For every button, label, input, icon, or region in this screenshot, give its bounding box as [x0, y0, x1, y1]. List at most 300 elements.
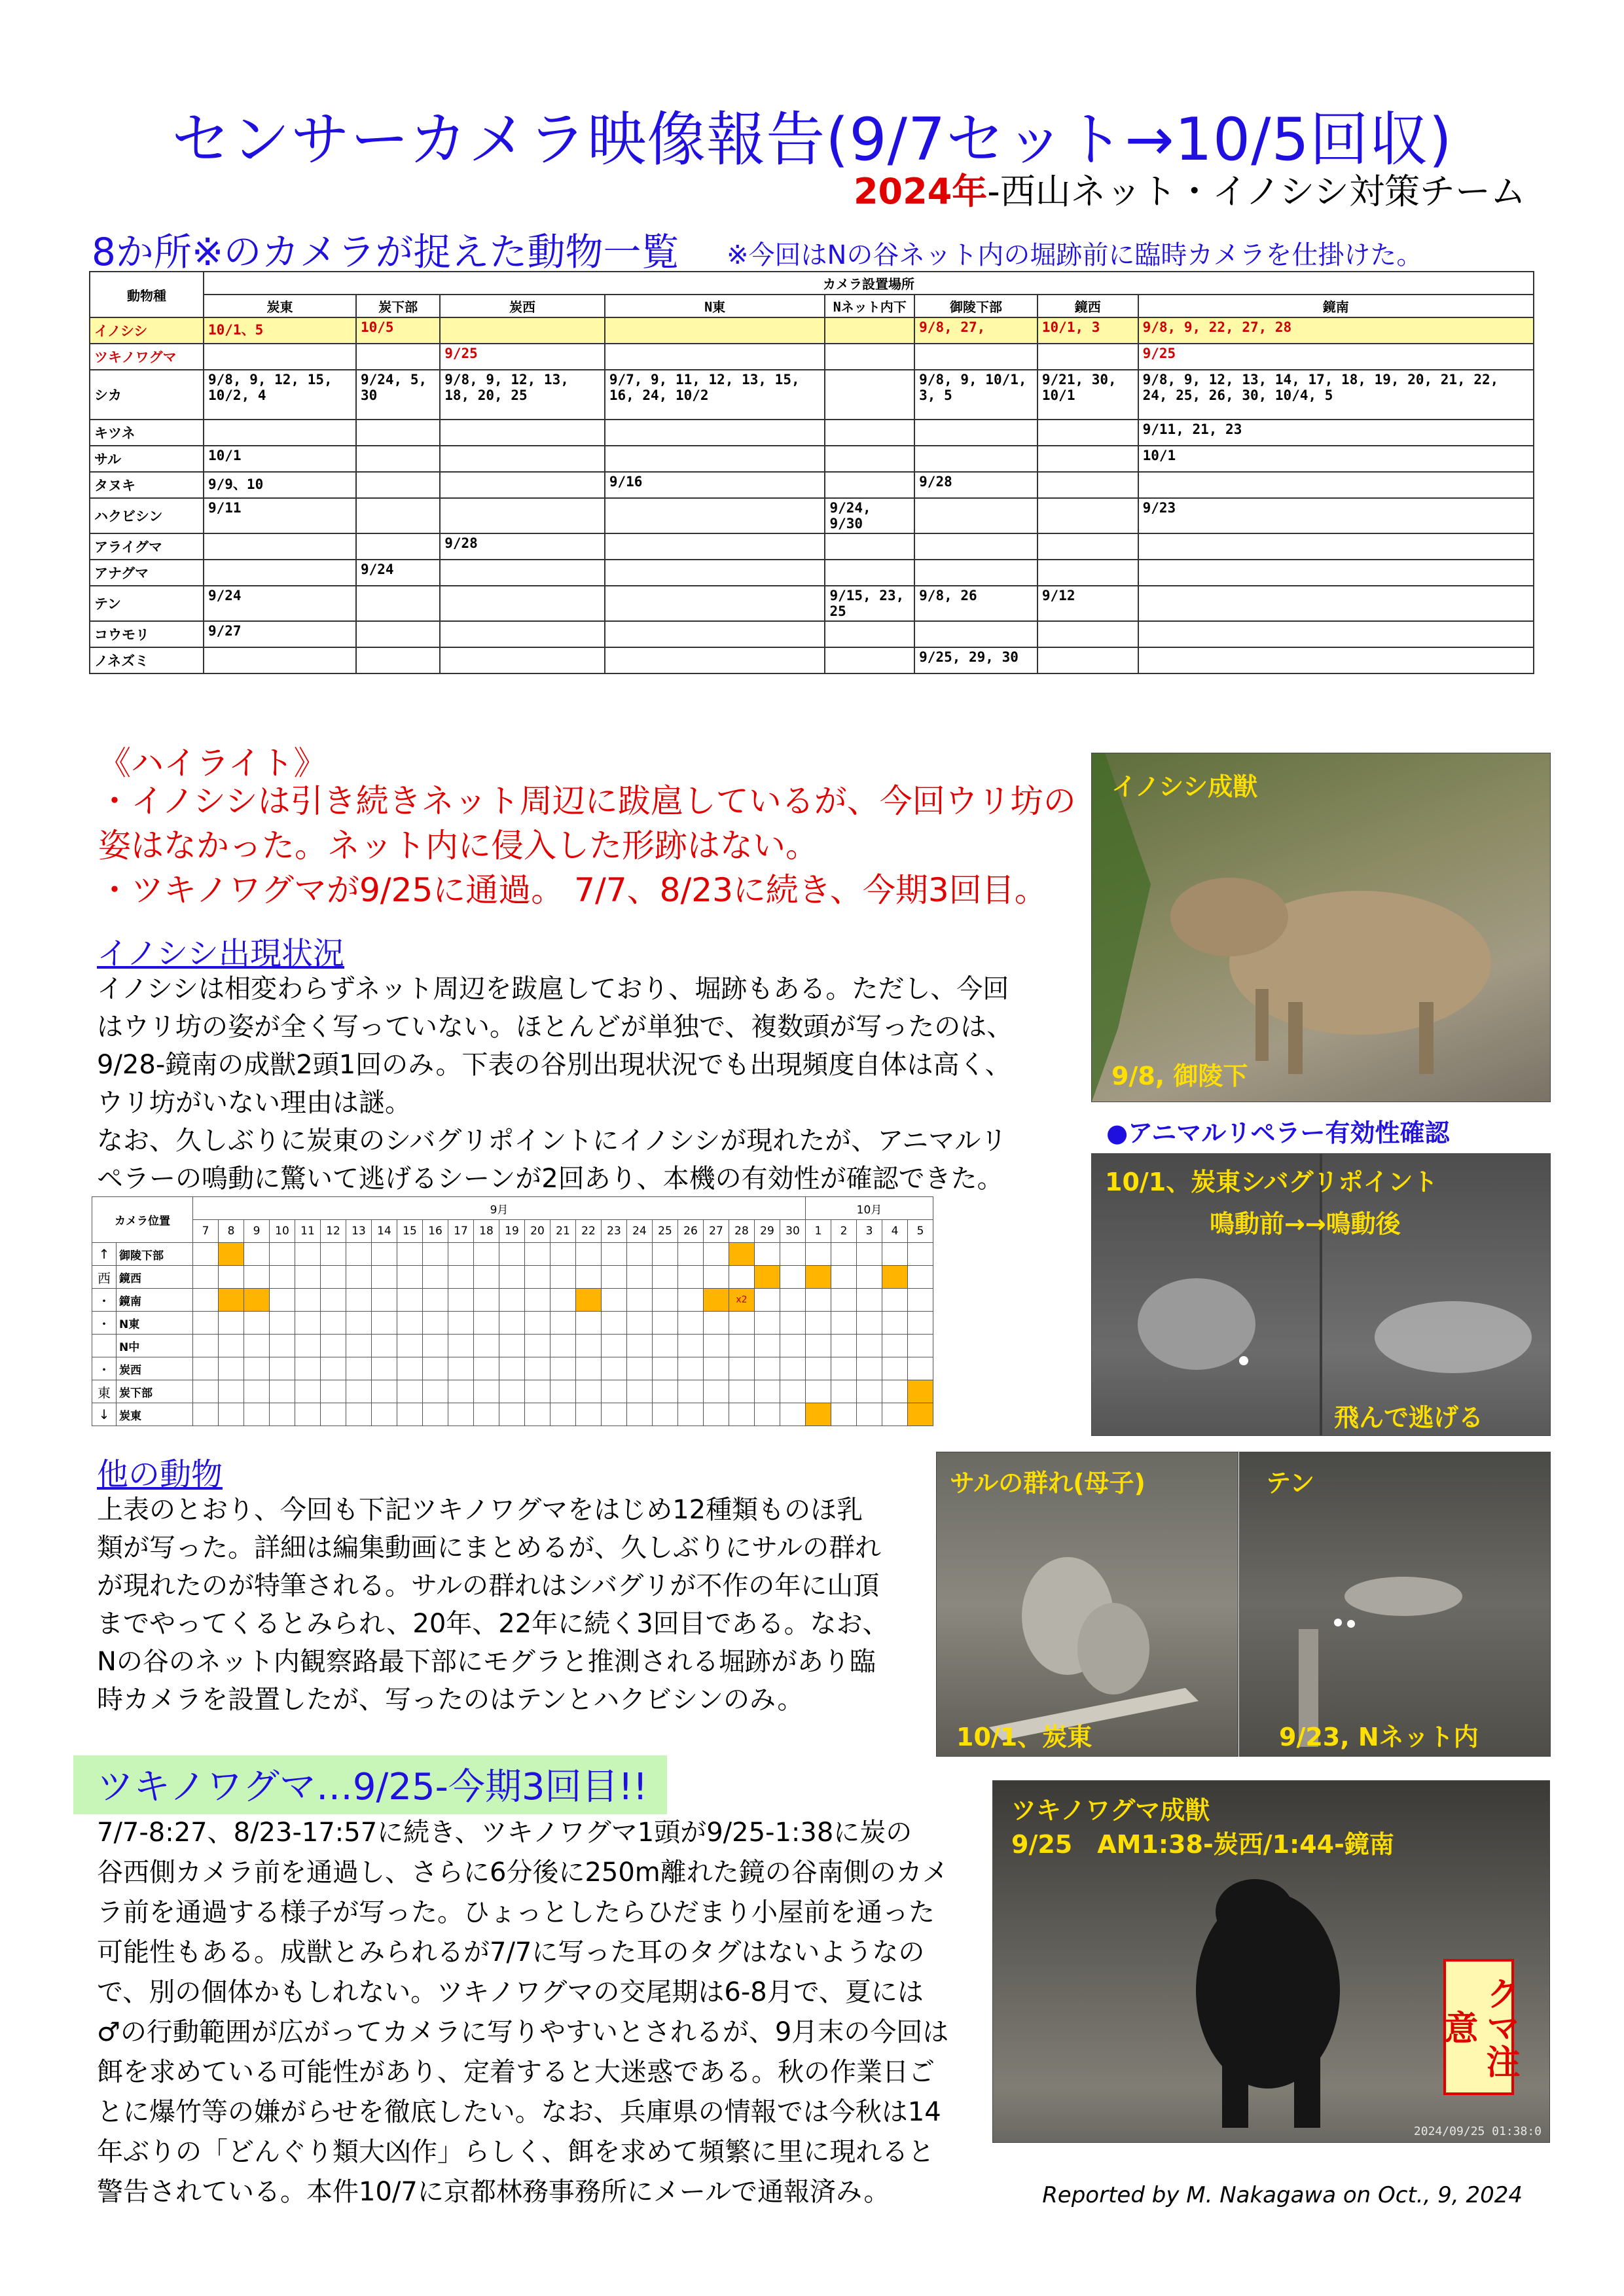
species-row [90, 586, 1534, 621]
highlight-line-2: 姿はなかった。ネット内に侵入した形跡はない。 [98, 827, 818, 865]
grid-days-row [92, 1220, 933, 1243]
grid-day-header: 23 [602, 1220, 627, 1243]
sighting-dates-cell: 9/8, 9, 22, 27, 28 [1138, 317, 1534, 344]
others-section-text [97, 1491, 889, 1719]
marten-photo-label: テン [1266, 1469, 1315, 1498]
grid-cell [346, 1243, 372, 1266]
grid-cell [729, 1312, 755, 1335]
grid-cell [882, 1243, 908, 1266]
grid-cell [270, 1243, 295, 1266]
grid-cell [244, 1335, 270, 1357]
repeller-photo [1091, 1153, 1551, 1436]
sighting-dates-cell: 9/23 [1138, 498, 1534, 533]
sighting-dates-cell [914, 420, 1038, 446]
grid-day-header: 19 [499, 1220, 525, 1243]
sighting-dates-cell: 9/9、10 [204, 472, 356, 498]
animal-sightings-table [89, 271, 1534, 674]
grid-month-row [92, 1197, 933, 1220]
grid-day-header: 26 [678, 1220, 704, 1243]
grid-cell [729, 1266, 755, 1289]
grid-cell [270, 1380, 295, 1403]
grid-cell [627, 1266, 653, 1289]
species-name: ハクビシン [90, 498, 204, 533]
grid-cell [219, 1266, 244, 1289]
boar-text-line: ペラーの鳴動に驚いて逃げるシーンが2回あり、本機の有効性が確認できた。 [97, 1164, 1003, 1194]
grid-cell [397, 1289, 423, 1312]
subtitle-team: -西山ネット・イノシシ対策チーム [987, 171, 1526, 212]
grid-cell [755, 1289, 780, 1312]
sighting-dates-cell [1138, 647, 1534, 673]
grid-cell [423, 1380, 448, 1403]
grid-cell [372, 1357, 397, 1380]
grid-cell [857, 1335, 882, 1357]
sighting-dates-cell [1038, 533, 1138, 560]
grid-cell [321, 1243, 346, 1266]
sighting-dates-cell [605, 498, 825, 533]
grid-location-row [92, 1312, 933, 1335]
sighting-dates-cell: 10/1, 3 [1038, 317, 1138, 344]
sighting-dates-cell [356, 586, 440, 621]
grid-cell [780, 1357, 806, 1380]
sighting-dates-cell [1038, 420, 1138, 446]
highlight-line-1: ・イノシシは引き続きネット周辺に跋扈しているが、今回ウリ坊の [98, 782, 1076, 820]
bear-photo-timestamp: 2024/09/25 01:38:0 [1413, 2125, 1542, 2138]
grid-cell [321, 1380, 346, 1403]
grid-direction-marker: ↑ [92, 1243, 117, 1266]
grid-day-header: 28 [729, 1220, 755, 1243]
grid-cell [550, 1335, 576, 1357]
grid-cell [397, 1357, 423, 1380]
grid-cell [474, 1266, 499, 1289]
grid-cell [219, 1403, 244, 1426]
grid-cell [857, 1289, 882, 1312]
grid-header-label: カメラ位置 [92, 1197, 193, 1243]
bear-warning-sign: クマ注意 [1443, 1959, 1514, 2095]
grid-cell [244, 1403, 270, 1426]
grid-location-row [92, 1243, 933, 1266]
sighting-dates-cell [825, 317, 914, 344]
grid-cell [270, 1312, 295, 1335]
grid-cell [704, 1312, 729, 1335]
grid-cell [525, 1403, 550, 1426]
highlight-heading: 《ハイライト》 [98, 744, 327, 782]
grid-day-header: 18 [474, 1220, 499, 1243]
location-header-row [90, 295, 1534, 317]
sighting-dates-cell [204, 560, 356, 586]
grid-cell [372, 1266, 397, 1289]
sighting-dates-cell [1138, 586, 1534, 621]
grid-cell [346, 1312, 372, 1335]
grid-cell [627, 1243, 653, 1266]
grid-cell [193, 1312, 219, 1335]
grid-day-header: 5 [908, 1220, 933, 1243]
sighting-dates-cell [825, 472, 914, 498]
species-name: アナグマ [90, 560, 204, 586]
sighting-dates-cell: 9/21, 30, 10/1 [1038, 370, 1138, 420]
grid-cell [806, 1380, 831, 1403]
grid-cell [576, 1335, 602, 1357]
grid-cell [474, 1403, 499, 1426]
grid-cell [806, 1289, 831, 1312]
sighting-dates-cell [1038, 498, 1138, 533]
grid-cell [499, 1403, 525, 1426]
grid-cell [244, 1357, 270, 1380]
grid-day-header: 17 [448, 1220, 474, 1243]
grid-cell [908, 1243, 933, 1266]
grid-cell [474, 1335, 499, 1357]
grid-cell [653, 1380, 678, 1403]
grid-direction-marker: 東 [92, 1380, 117, 1403]
grid-cell [908, 1335, 933, 1357]
grid-cell [653, 1289, 678, 1312]
grid-cell [755, 1312, 780, 1335]
grid-cell [882, 1357, 908, 1380]
grid-cell [704, 1335, 729, 1357]
grid-cell [193, 1243, 219, 1266]
grid-cell [678, 1266, 704, 1289]
grid-cell [576, 1243, 602, 1266]
grid-cell [346, 1335, 372, 1357]
grid-cell-sighting [219, 1289, 244, 1312]
grid-cell [806, 1312, 831, 1335]
grid-location-row [92, 1403, 933, 1426]
grid-cell [372, 1312, 397, 1335]
grid-cell [193, 1357, 219, 1380]
repeller-photo-label: 10/1、炭東シバグリポイント [1105, 1168, 1438, 1196]
highlight-line-3: ・ツキノワグマが9/25に通過。 7/7、8/23に続き、今期3回目。 [98, 871, 1047, 909]
grid-cell [780, 1335, 806, 1357]
grid-cell [423, 1335, 448, 1357]
sighting-dates-cell [825, 344, 914, 370]
location-header: 御陵下部 [914, 295, 1038, 317]
grid-cell [244, 1266, 270, 1289]
sighting-dates-cell: 10/5 [356, 317, 440, 344]
grid-cell [499, 1266, 525, 1289]
grid-location-label: 御陵下部 [117, 1243, 193, 1266]
grid-cell [423, 1243, 448, 1266]
sighting-dates-cell [825, 560, 914, 586]
grid-cell [321, 1289, 346, 1312]
bear-text-line: 警告されている。本件10/7に京都林務事務所にメールで通報済み。 [97, 2177, 890, 2207]
grid-location-row [92, 1266, 933, 1289]
grid-cell [678, 1312, 704, 1335]
grid-cell [908, 1312, 933, 1335]
grid-cell [857, 1266, 882, 1289]
grid-cell [755, 1403, 780, 1426]
grid-cell [321, 1335, 346, 1357]
sighting-dates-cell [440, 560, 605, 586]
sighting-dates-cell [605, 647, 825, 673]
sighting-dates-cell: 9/11, 21, 23 [1138, 420, 1534, 446]
grid-cell [780, 1243, 806, 1266]
sighting-dates-cell [825, 370, 914, 420]
sighting-dates-cell: 9/15, 23, 25 [825, 586, 914, 621]
grid-cell [219, 1312, 244, 1335]
sighting-dates-cell: 9/8, 26 [914, 586, 1038, 621]
grid-cell [678, 1243, 704, 1266]
bear-text-line: で、別の個体かもしれない。ツキノワグマの交尾期は6-8月で、夏には [97, 1977, 924, 2007]
grid-cell [397, 1335, 423, 1357]
grid-cell [372, 1380, 397, 1403]
grid-cell [423, 1266, 448, 1289]
grid-cell [831, 1357, 857, 1380]
grid-day-header: 12 [321, 1220, 346, 1243]
grid-cell [372, 1243, 397, 1266]
boar-section-heading: イノシシ出現状況 [97, 935, 345, 972]
grid-cell [602, 1266, 627, 1289]
grid-cell [908, 1357, 933, 1380]
sighting-dates-cell [605, 560, 825, 586]
grid-cell [193, 1335, 219, 1357]
species-row [90, 533, 1534, 560]
grid-cell [295, 1243, 321, 1266]
grid-cell-sighting [704, 1289, 729, 1312]
grid-cell [423, 1312, 448, 1335]
grid-cell [550, 1357, 576, 1380]
grid-cell [831, 1243, 857, 1266]
repeller-heading: ●アニマルリペラー有効性確認 [1106, 1119, 1450, 1147]
grid-day-header: 20 [525, 1220, 550, 1243]
sighting-dates-cell [605, 446, 825, 472]
grid-cell [627, 1312, 653, 1335]
grid-cell [755, 1243, 780, 1266]
grid-cell [525, 1335, 550, 1357]
sighting-dates-cell [356, 621, 440, 647]
sighting-dates-cell [914, 446, 1038, 472]
boar-occurrence-grid [92, 1196, 933, 1426]
grid-cell [474, 1380, 499, 1403]
sighting-dates-cell [356, 647, 440, 673]
location-header: Nネット内下 [825, 295, 914, 317]
grid-location-label: 鏡西 [117, 1266, 193, 1289]
sighting-dates-cell [1138, 621, 1534, 647]
grid-cell [193, 1380, 219, 1403]
grid-cell [525, 1312, 550, 1335]
grid-cell [346, 1289, 372, 1312]
animals-section-note: ※今回はNの谷ネット内の堀跡前に臨時カメラを仕掛けた。 [727, 240, 1423, 270]
sighting-dates-cell: 9/8, 9, 10/1, 3, 5 [914, 370, 1038, 420]
bear-text-line: ♂の行動範囲が広がってカメラに写りやすいとされるが、9月末の今回は [97, 2017, 949, 2047]
sighting-dates-cell [356, 498, 440, 533]
sighting-dates-cell: 9/25 [1138, 344, 1534, 370]
monkey-photo-label: サルの群れ(母子) [950, 1469, 1146, 1498]
grid-cell [270, 1403, 295, 1426]
boar-section-text [97, 970, 1013, 1198]
grid-cell [499, 1312, 525, 1335]
grid-cell [653, 1312, 678, 1335]
grid-cell [397, 1266, 423, 1289]
grid-cell [295, 1289, 321, 1312]
species-row [90, 446, 1534, 472]
grid-location-row [92, 1289, 933, 1312]
grid-cell [780, 1312, 806, 1335]
grid-cell [678, 1335, 704, 1357]
sighting-dates-cell: 10/1 [1138, 446, 1534, 472]
boar-photo-date: 9/8, 御陵下 [1111, 1062, 1248, 1090]
grid-location-label: N東 [117, 1312, 193, 1335]
grid-cell [806, 1335, 831, 1357]
grid-cell-sighting [729, 1243, 755, 1266]
repeller-flee-label: 飛んで逃げる [1334, 1403, 1484, 1432]
grid-day-header: 29 [755, 1220, 780, 1243]
species-row [90, 621, 1534, 647]
sighting-dates-cell [914, 498, 1038, 533]
grid-direction-marker: ・ [92, 1289, 117, 1312]
sighting-dates-cell [204, 533, 356, 560]
grid-cell [550, 1403, 576, 1426]
grid-cell [602, 1312, 627, 1335]
grid-location-row [92, 1335, 933, 1357]
grid-cell-sighting [806, 1266, 831, 1289]
grid-cell [704, 1403, 729, 1426]
grid-cell [831, 1312, 857, 1335]
grid-cell [244, 1243, 270, 1266]
grid-cell [295, 1403, 321, 1426]
sighting-dates-cell [440, 472, 605, 498]
grid-cell [244, 1380, 270, 1403]
grid-cell [525, 1243, 550, 1266]
sighting-dates-cell [605, 344, 825, 370]
grid-cell [397, 1403, 423, 1426]
grid-cell [423, 1357, 448, 1380]
col-location-group-header: カメラ設置場所 [204, 272, 1534, 295]
sighting-dates-cell [914, 533, 1038, 560]
grid-cell [372, 1289, 397, 1312]
grid-day-header: 30 [780, 1220, 806, 1243]
grid-month-sep: 9月 [193, 1197, 806, 1220]
sighting-dates-cell [1038, 560, 1138, 586]
sighting-dates-cell [605, 621, 825, 647]
sighting-dates-cell: 10/1、5 [204, 317, 356, 344]
sighting-dates-cell: 9/12 [1038, 586, 1138, 621]
grid-cell [423, 1289, 448, 1312]
sighting-dates-cell [1038, 472, 1138, 498]
grid-cell [602, 1357, 627, 1380]
grid-cell [882, 1380, 908, 1403]
species-row [90, 420, 1534, 446]
others-text-line: 類が写った。詳細は編集動画にまとめるが、久しぶりにサルの群れ [97, 1533, 881, 1563]
location-header: 炭西 [440, 295, 605, 317]
grid-day-header: 3 [857, 1220, 882, 1243]
grid-cell [474, 1289, 499, 1312]
bear-text-line: とに爆竹等の嫌がらせを徹底したい。なお、兵庫県の情報では今秋は14 [97, 2097, 941, 2127]
boar-photo-label: イノシシ成獣 [1111, 772, 1258, 801]
grid-cell-sighting [908, 1380, 933, 1403]
grid-cell [576, 1403, 602, 1426]
bear-photo-label: ツキノワグマ成獣 [1011, 1796, 1210, 1825]
grid-cell [627, 1357, 653, 1380]
sighting-dates-cell [204, 420, 356, 446]
grid-cell [346, 1403, 372, 1426]
sighting-dates-cell [1038, 446, 1138, 472]
grid-cell [678, 1357, 704, 1380]
grid-cell [397, 1312, 423, 1335]
grid-cell [346, 1266, 372, 1289]
grid-cell [474, 1357, 499, 1380]
grid-cell [270, 1357, 295, 1380]
grid-cell [295, 1357, 321, 1380]
grid-direction-marker: ↓ [92, 1403, 117, 1426]
grid-day-header: 2 [831, 1220, 857, 1243]
others-text-line: 上表のとおり、今回も下記ツキノワグマをはじめ12種類ものほ乳 [97, 1495, 863, 1525]
species-name: イノシシ [90, 317, 204, 344]
grid-cell [729, 1403, 755, 1426]
location-header: 鏡西 [1038, 295, 1138, 317]
grid-cell [295, 1266, 321, 1289]
species-row [90, 647, 1534, 673]
species-row [90, 370, 1534, 420]
sighting-dates-cell [204, 344, 356, 370]
page-subtitle [854, 164, 1526, 214]
grid-cell [831, 1335, 857, 1357]
grid-cell [755, 1357, 780, 1380]
grid-cell-sighting [244, 1289, 270, 1312]
grid-cell [678, 1403, 704, 1426]
sighting-dates-cell [440, 498, 605, 533]
grid-cell [882, 1335, 908, 1357]
grid-cell-sighting [882, 1266, 908, 1289]
grid-cell [602, 1380, 627, 1403]
grid-cell [576, 1380, 602, 1403]
sighting-dates-cell: 9/7, 9, 11, 12, 13, 15, 16, 24, 10/2 [605, 370, 825, 420]
bear-section-text [97, 1813, 948, 2212]
others-section-heading: 他の動物 [97, 1456, 223, 1493]
bear-section-heading: ツキノワグマ…9/25-今期3回目!! [73, 1755, 667, 1814]
sighting-dates-cell: 9/24 [356, 560, 440, 586]
grid-cell [857, 1403, 882, 1426]
grid-cell [576, 1312, 602, 1335]
grid-cell [857, 1243, 882, 1266]
grid-cell [729, 1357, 755, 1380]
grid-cell-sighting [908, 1403, 933, 1426]
grid-cell [831, 1380, 857, 1403]
boar-text-line: なお、久しぶりに炭東のシバグリポイントにイノシシが現れたが、アニマルリ [97, 1126, 1007, 1156]
grid-cell [602, 1335, 627, 1357]
grid-day-header: 11 [295, 1220, 321, 1243]
grid-cell [372, 1335, 397, 1357]
grid-cell [372, 1403, 397, 1426]
sighting-dates-cell [914, 344, 1038, 370]
grid-cell [627, 1335, 653, 1357]
species-name: テン [90, 586, 204, 621]
sighting-dates-cell [914, 560, 1038, 586]
grid-cell [550, 1243, 576, 1266]
grid-cell [244, 1312, 270, 1335]
bear-text-line: 可能性もある。成獣とみられるが7/7に写った耳のタグはないようなの [97, 1937, 925, 1967]
grid-cell [346, 1357, 372, 1380]
subtitle-year: 2024年 [853, 171, 988, 212]
grid-location-label: 炭東 [117, 1403, 193, 1426]
monkey-photo [936, 1452, 1238, 1757]
species-name: アライグマ [90, 533, 204, 560]
grid-cell [321, 1312, 346, 1335]
grid-cell [499, 1380, 525, 1403]
grid-cell [525, 1289, 550, 1312]
grid-cell [627, 1289, 653, 1312]
sighting-dates-cell [1138, 533, 1534, 560]
grid-cell [908, 1266, 933, 1289]
grid-cell [219, 1357, 244, 1380]
others-text-line: Nの谷のネット内観察路最下部にモグラと推測される堀跡があり臨 [97, 1647, 876, 1677]
boar-text-line: はウリ坊の姿が全く写っていない。ほとんどが単独で、複数頭が写ったのは、 [97, 1012, 1013, 1042]
sighting-dates-cell: 9/24, 5, 30 [356, 370, 440, 420]
grid-location-label: 炭西 [117, 1357, 193, 1380]
grid-cell [653, 1357, 678, 1380]
grid-cell [704, 1266, 729, 1289]
bear-text-line: ラ前を通過する様子が写った。ひょっとしたらひだまり小屋前を通った [97, 1897, 935, 1928]
grid-cell [653, 1335, 678, 1357]
species-row [90, 344, 1534, 370]
